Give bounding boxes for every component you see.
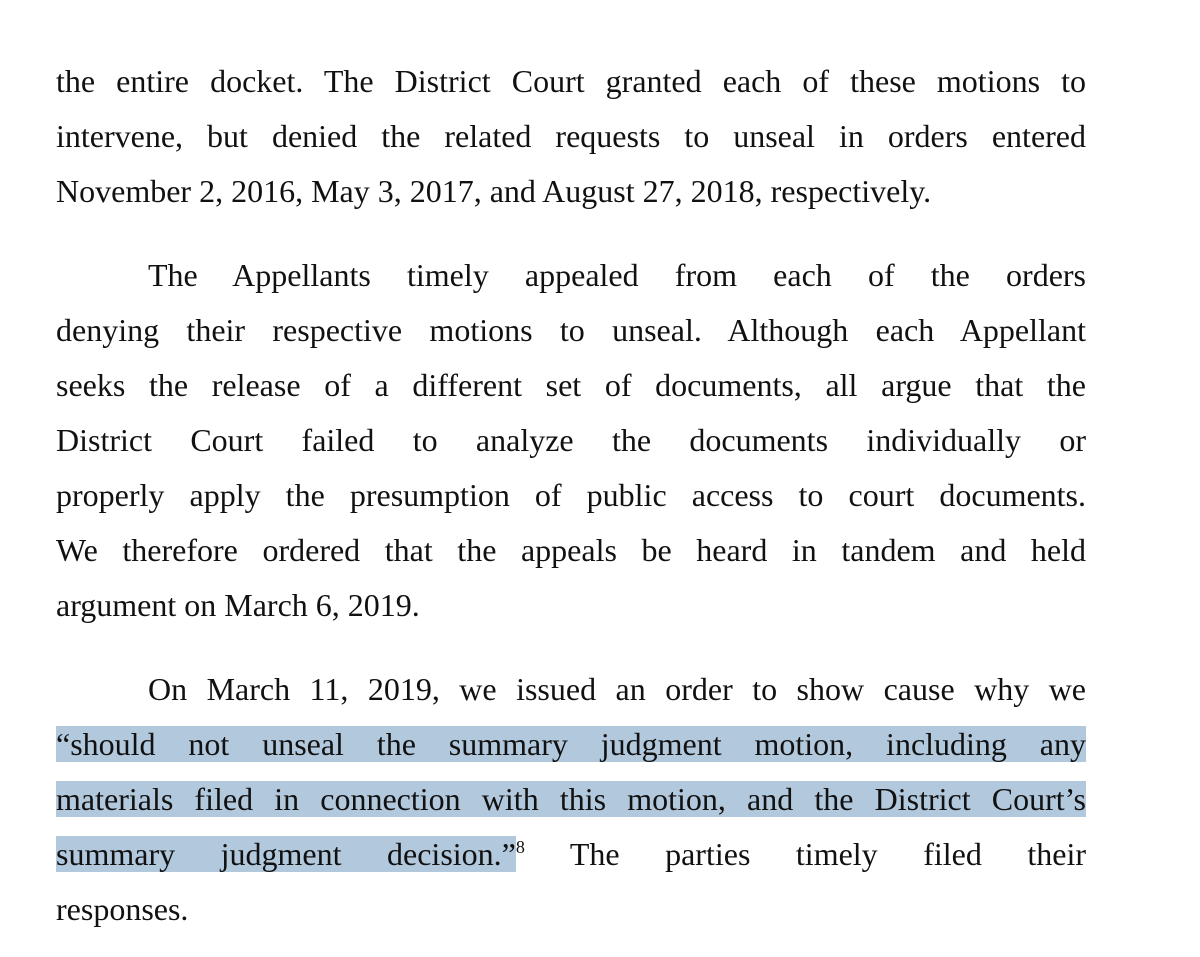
- highlighted-quote-line-3: summary judgment decision.”: [56, 836, 516, 872]
- paragraph-1-line-3: November 2, 2016, May 3, 2017, and August 27, 2018, respectively.: [56, 173, 932, 209]
- paragraph-3-line-1: On March 11, 2019, we issued an order to show cause why we: [148, 671, 1086, 707]
- paragraph-2-line-7: argument on March 6, 2019.: [56, 587, 420, 623]
- paragraph-2-line-1: The Appellants timely appealed from each of the orders: [148, 257, 1086, 293]
- paragraph-2-line-4: District Court failed to analyze the documents individually or: [56, 422, 1086, 458]
- paragraph-2-line-5: properly apply the presumption of public access to court documents.: [56, 477, 1086, 513]
- footnote-marker[interactable]: 8: [515, 837, 525, 857]
- paragraph-3-line-4: [56, 834, 1086, 874]
- paragraph-1-line-2: intervene, but denied the related requests to unseal in orders entered: [56, 118, 1086, 154]
- paragraph-1-line-1: the entire docket. The District Court granted each of these motions to: [56, 63, 1086, 99]
- paragraph-2-line-2: denying their respective motions to unseal. Although each Appellant: [56, 312, 1086, 348]
- paragraph-3-line-4-rest: The parties timely filed their: [524, 836, 1087, 872]
- paragraph-2-line-6: We therefore ordered that the appeals be heard in tandem and held: [56, 532, 1086, 568]
- highlighted-quote-line-1: “should not unseal the summary judgment motion, including any: [56, 726, 1086, 762]
- highlighted-quote-line-2: materials filed in connection with this motion, and the District Court’s: [56, 781, 1086, 817]
- paragraph-3-line-5: responses.: [56, 891, 189, 927]
- paragraph-3-line-2: [56, 724, 1086, 764]
- paragraph-3-line-3: [56, 779, 1086, 819]
- paragraph-2-line-3: seeks the release of a different set of documents, all argue that the: [56, 367, 1086, 403]
